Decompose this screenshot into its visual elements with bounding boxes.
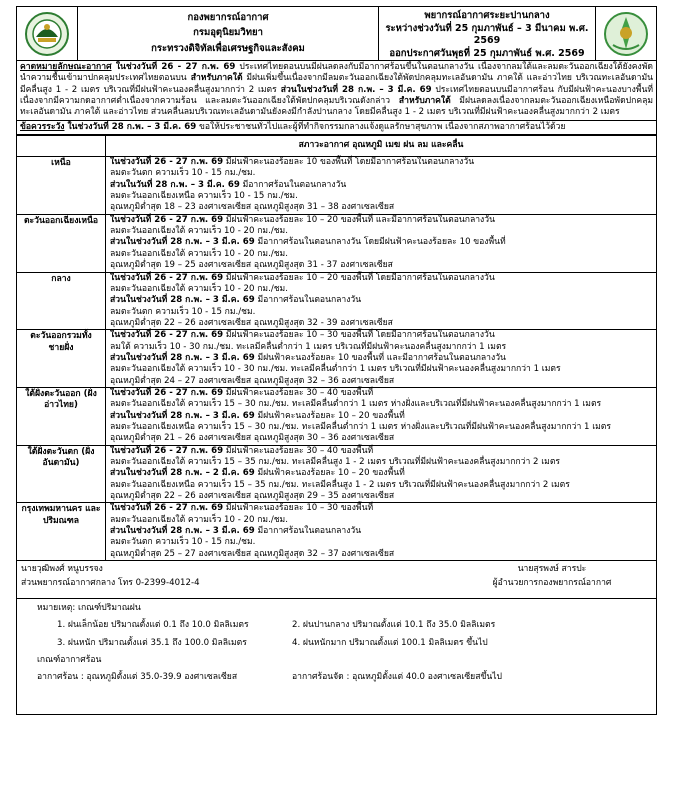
forecast-line	[110, 364, 654, 375]
forecast-text: มีฝนฟ้าคะนองร้อยละ 10 ของพื้นที่ และมีอากาศร้อนในตอนกลางวัน	[254, 352, 506, 363]
advice-label: ข้อควรระวัง	[20, 121, 65, 132]
header-forecast-info	[379, 7, 595, 60]
signature-block	[16, 561, 657, 599]
forecast-period: ส่วนในช่วงวันที่ 28 ก.พ. – 3 มี.ค. 69	[110, 295, 255, 306]
forecast-line	[110, 526, 654, 537]
table-row	[17, 445, 657, 503]
region-forecast	[106, 157, 657, 215]
forecast-text: มีฝนฟ้าคะนองร้อยละ 10 ของพื้นที่ โดยมีอากาศร้อนในตอนกลางวัน	[223, 157, 475, 168]
forecast-line	[110, 157, 654, 168]
forecast-period: ส่วนในช่วงวันที่ 28 ก.พ. – 3 มี.ค. 69	[110, 237, 255, 248]
forecast-line	[110, 446, 654, 457]
summary-text-4: มีฝนลดลงเนื่องจากลมตะวันออกเฉียงเหนือพัดปกคลุมทะเลอันดามัน ภาคใต้ และอ่าวไทย ส่วนคลื่นลมบริเวณทะเลอันดามันยังคงมีกำลังปานกลาง โดยมีคลื่นสูง 1 - 2 เมตร บริเวณที่มีฝนฟ้าคะนองคลื่นสูงมากกว่า 2 เมตร	[20, 96, 653, 118]
header-forecast-title: พยากรณ์อากาศระยะปานกลาง	[424, 10, 550, 21]
forecast-line	[110, 318, 654, 329]
forecast-line	[110, 353, 654, 364]
forecast-text: อุณหภูมิต่ำสุด 21 – 26 องศาเซลเซียส อุณหภูมิสูงสุด 30 – 36 องศาเซลเซียส	[110, 433, 395, 444]
table-row	[17, 387, 657, 445]
rain-criteria-title: หมายเหตุ: เกณฑ์ปริมาณฝน	[37, 603, 141, 614]
forecast-period: ในช่วงวันที่ 26 - 27 ก.พ. 69	[110, 387, 224, 398]
hot-criteria-1: อากาศร้อน : อุณหภูมิตั้งแต่ 35.0-39.9 องศาเซลเซียส	[37, 672, 238, 683]
forecast-line	[110, 515, 654, 526]
ministry-logo	[595, 7, 656, 60]
forecast-line	[110, 191, 654, 202]
forecast-line	[110, 202, 654, 213]
header-agency-line3: กระทรวงดิจิทัลเพื่อเศรษฐกิจและสังคม	[151, 42, 305, 54]
summary-south-2: สำหรับภาคใต้	[390, 96, 451, 107]
forecast-text: ลมตะวันตก ความเร็ว 10 - 15 กม./ชม.	[110, 306, 256, 317]
table-row	[17, 214, 657, 272]
hot-criteria-row	[37, 672, 652, 683]
rain-criteria-row-1	[37, 620, 652, 631]
forecast-line	[110, 342, 654, 353]
forecast-line	[110, 168, 654, 179]
advice-period: ในช่วงวันที่ 28 ก.พ. – 3 มี.ค. 69	[64, 121, 197, 132]
header-agency	[78, 7, 379, 60]
forecast-text: มีฝนฟ้าคะนองร้อยละ 10 – 30 ของพื้นที่ โดยมีอากาศร้อนในตอนกลางวัน	[223, 330, 495, 341]
forecast-line	[110, 422, 654, 433]
region-forecast	[106, 445, 657, 503]
table-row	[17, 330, 657, 388]
header-agency-line2: กรมอุตุนิยมวิทยา	[193, 27, 263, 39]
region-name: เหนือ	[17, 157, 106, 215]
forecast-text: ลมตะวันออกเฉียงใต้ ความเร็ว 15 – 35 กม./ชม. ทะเลมีคลื่นสูง 1 - 2 เมตร บริเวณที่มีฝนฟ้าคะนองคลื่นสูงมากกว่า 2 เมตร	[110, 457, 561, 467]
forecast-text: อุณหภูมิต่ำสุด 22 – 26 องศาเซลเซียส อุณหภูมิสูงสุด 29 – 35 องศาเซลเซียส	[110, 491, 395, 502]
notes-block	[16, 599, 657, 715]
forecast-text: มีฝนฟ้าคะนองร้อยละ 30 – 40 ของพื้นที่	[223, 387, 374, 398]
forecast-line	[110, 480, 654, 491]
forecast-text: ลมตะวันออกเฉียงใต้ ความเร็ว 10 - 20 กม./ชม.	[110, 514, 288, 525]
forecast-text: ลมตะวันออกเฉียงใต้ ความเร็ว 10 - 20 กม./ชม.	[110, 283, 288, 294]
forecast-text: ลมตะวันตก ความเร็ว 10 - 15 กม./ชม.	[110, 537, 256, 548]
forecast-line	[110, 411, 654, 422]
forecast-line	[110, 491, 654, 502]
summary-label: คาดหมายลักษณะอากาศ	[20, 62, 112, 72]
forecast-line	[110, 260, 654, 271]
forecast-text: มีอากาศร้อนในตอนกลางวัน	[254, 295, 362, 306]
forecast-text: มีฝนฟ้าคะนองร้อยละ 30 – 40 ของพื้นที่	[223, 445, 374, 456]
signature-left	[21, 563, 200, 596]
advice-text: ขอให้ประชาชนทั่วไปและผู้ที่ทำกิจกรรมกลางแจ้งดูแลรักษาสุขภาพ เนื่องจากสภาพอากาศร้อนไว้ด้วย	[196, 121, 566, 132]
region-forecast	[106, 503, 657, 561]
region-name: กรุงเทพมหานคร และปริมณฑล	[17, 503, 106, 561]
forecast-line	[110, 468, 654, 479]
forecast-line	[110, 180, 654, 191]
forecast-line	[110, 307, 654, 318]
summary-text-2: มีฝนเพิ่มขึ้นเนื่องจากมีลมตะวันออกเฉียงใต้พัดปกคลุมทะเลอันดามัน ภาคใต้ และอ่าวไทย บริเวณทะเลอันดามันมีคลื่นสูง 1 - 2 เมตร บริเวณที่มีฝนฟ้าคะนองคลื่นสูงมากกว่า 2 เมตร	[20, 73, 653, 95]
forecast-line	[110, 330, 654, 341]
rain-criteria-2: 2. ฝนปานกลาง ปริมาณตั้งแต่ 10.1 ถึง 35.0 มิลลิเมตร	[292, 620, 496, 631]
ministry-logo-icon	[603, 11, 649, 57]
region-forecast	[106, 214, 657, 272]
forecast-line	[110, 503, 654, 514]
forecast-text: ลมตะวันตก ความเร็ว 10 - 15 กม./ชม.	[110, 168, 256, 179]
director-name: นายสุรพงษ์ สารปะ	[517, 564, 587, 575]
forecast-text: มีอากาศร้อนในตอนกลางวัน	[239, 179, 347, 190]
forecast-line	[110, 226, 654, 237]
hot-criteria-2: อากาศร้อนจัด : อุณหภูมิตั้งแต่ 40.0 องศาเซลเซียสขึ้นไป	[292, 672, 502, 683]
table-header-conditions: สภาวะอากาศ อุณหภูมิ เมฆ ฝน ลม และคลื่น	[106, 136, 657, 157]
forecaster-dept: ส่วนพยากรณ์อากาศกลาง โทร 0-2399-4012-4	[21, 577, 200, 588]
forecast-text: มีฝนฟ้าคะนองร้อยละ 10 – 20 ของพื้นที่ โดยมีอากาศร้อนในตอนกลางวัน	[223, 272, 495, 283]
forecast-text: อุณหภูมิต่ำสุด 22 – 26 องศาเซลเซียส อุณหภูมิสูงสุด 32 - 39 องศาเซลเซียส	[110, 317, 393, 328]
summary-text-1: ประเทศไทยตอนบนมีฝนลดลงกับมีอากาศร้อนขึ้นในตอนกลางวัน เนื่องจากลมใต้และลมตะวันออกเฉียงใต้ยังคงพัดนำความชื้นเข้ามาปกคลุมประเทศไทยตอนบน	[20, 62, 653, 84]
forecast-text: ลมตะวันออกเฉียงใต้ ความเร็ว 15 – 30 กม./ชม. ทะเลมีคลื่นต่ำกว่า 1 เมตร ห่างฝั่งและบริเวณที่มีฝนฟ้าคะนองคลื่นสูงมากกว่า 1 เมตร	[110, 399, 602, 410]
forecast-period: ในช่วงวันที่ 26 - 27 ก.พ. 69	[110, 272, 224, 283]
region-forecast	[106, 272, 657, 330]
regional-forecast-table	[16, 135, 657, 561]
forecast-line	[110, 537, 654, 548]
header-forecast-period: ระหว่างช่วงวันที่ 25 กุมภาพันธ์ – 3 มีนาคม พ.ศ. 2569	[385, 22, 589, 47]
forecast-text: อุณหภูมิต่ำสุด 25 – 27 องศาเซลเซียส อุณหภูมิสูงสุด 32 – 37 องศาเซลเซียส	[110, 548, 395, 559]
header-issued-date: ออกประกาศวันพุธที่ 25 กุมภาพันธ์ พ.ศ. 2569	[389, 47, 585, 59]
forecast-period: ส่วนในวันที่ 28 ก.พ. – 3 มี.ค. 69	[110, 179, 240, 190]
forecast-line	[110, 273, 654, 284]
header	[16, 6, 657, 61]
forecast-period: ส่วนในช่วงวันที่ 28 ก.พ. – 3 มี.ค. 69	[110, 526, 255, 537]
forecast-text: ลมตะวันออกเฉียงใต้ ความเร็ว 10 - 30 กม./ชม. ทะเลมีคลื่นต่ำกว่า 1 เมตร บริเวณที่มีฝนฟ้าคะนองคลื่นสูงมากกว่า 1 เมตร	[110, 364, 561, 375]
region-name: ตะวันออกเฉียงเหนือ	[17, 214, 106, 272]
forecast-text: ลมตะวันออกเฉียงใต้ ความเร็ว 10 - 20 กม./ชม.	[110, 226, 288, 237]
forecast-period: ในช่วงวันที่ 26 - 27 ก.พ. 69	[110, 214, 224, 225]
summary-period-1: ในช่วงวันที่ 26 - 27 ก.พ. 69	[111, 62, 236, 72]
region-rows	[17, 157, 657, 561]
region-name: ใต้ฝั่งตะวันออก (ฝั่งอ่าวไทย)	[17, 387, 106, 445]
forecaster-name: นายวุฒิพงศ์ หนูบรรจง	[21, 564, 103, 575]
tmd-logo	[17, 7, 78, 60]
forecast-line	[110, 376, 654, 387]
rain-criteria-3: 3. ฝนหนัก ปริมาณตั้งแต่ 35.1 ถึง 100.0 มิลลิเมตร	[57, 637, 247, 648]
forecast-text: ลมตะวันออกเฉียงเหนือ ความเร็ว 10 - 15 กม./ชม.	[110, 191, 298, 202]
header-agency-line1: กองพยากรณ์อากาศ	[187, 11, 269, 23]
forecast-text: มีฝนฟ้าคะนองร้อยละ 10 – 30 ของพื้นที่	[223, 503, 374, 514]
forecast-text: มีฝนฟ้าคะนองร้อยละ 10 – 20 ของพื้นที่	[254, 468, 405, 479]
forecast-text: ลมตะวันออกเฉียงเหนือ ความเร็ว 15 – 30 กม./ชม. ทะเลมีคลื่นต่ำกว่า 1 เมตร ห่างฝั่งและบริเวณที่มีฝนฟ้าคะนองคลื่นสูงมากกว่า 1 เมตร	[110, 421, 612, 432]
forecast-text: ลมตะวันออกเฉียงเหนือ ความเร็ว 15 – 35 กม./ชม. ทะเลมีคลื่นสูง 1 - 2 เมตร บริเวณที่มีฝนฟ้าคะนองคลื่นสูงมากกว่า 2 เมตร	[110, 479, 570, 490]
forecast-line	[110, 215, 654, 226]
signature-right	[452, 563, 652, 596]
summary-text-3: ประเทศไทยตอนบนมีอากาศร้อน กับมีฝนฟ้าคะนองบางพื้นที่ เนื่องจากมีความกดอากาศต่ำเนื่องจากความร้อน และลมตะวันออกเฉียงใต้พัดปกคลุมบริเวณดังกล่าว	[20, 84, 654, 107]
rain-criteria-4: 4. ฝนหนักมาก ปริมาณตั้งแต่ 100.1 มิลลิเมตร ขึ้นไป	[292, 637, 488, 648]
tmd-logo-icon	[24, 11, 70, 57]
forecast-period: ในช่วงวันที่ 26 - 27 ก.พ. 69	[110, 445, 224, 456]
forecast-text: ลมตะวันออกเฉียงใต้ ความเร็ว 10 - 20 กม./ชม.	[110, 248, 288, 259]
region-forecast	[106, 387, 657, 445]
hot-criteria-title: เกณฑ์อากาศร้อน	[37, 655, 102, 666]
forecast-line	[110, 249, 654, 260]
table-row	[17, 272, 657, 330]
forecast-line	[110, 433, 654, 444]
forecast-period: ส่วนในช่วงวันที่ 28 ก.พ. – 2 มี.ค. 69	[110, 468, 255, 479]
forecast-text: มีฝนฟ้าคะนองร้อยละ 10 – 20 ของพื้นที่	[254, 410, 405, 421]
table-header-row	[17, 136, 657, 157]
region-name: ใต้ฝั่งตะวันตก (ฝั่งอันดามัน)	[17, 445, 106, 503]
forecast-line	[110, 399, 654, 410]
summary-period-2: ส่วนในช่วงวันที่ 28 ก.พ. – 3 มี.ค. 69	[276, 84, 432, 95]
summary-box	[16, 61, 657, 121]
forecast-period: ในช่วงวันที่ 26 - 27 ก.พ. 69	[110, 503, 224, 514]
forecast-text: ลมใต้ ความเร็ว 10 - 30 กม./ชม. ทะเลมีคลื่นต่ำกว่า 1 เมตร บริเวณที่มีฝนฟ้าคะนองคลื่นสูงมากกว่า 1 เมตร	[110, 341, 507, 352]
region-forecast	[106, 330, 657, 388]
forecast-line	[110, 284, 654, 295]
forecast-text: อุณหภูมิต่ำสุด 18 – 23 องศาเซลเซียส อุณหภูมิสูงสุด 31 – 38 องศาเซลเซียส	[110, 202, 395, 213]
director-title: ผู้อำนวยการกองพยากรณ์อากาศ	[492, 577, 612, 588]
forecast-text: มีอากาศร้อนในตอนกลางวัน	[254, 526, 362, 537]
forecast-line	[110, 549, 654, 560]
rain-criteria-1: 1. ฝนเล็กน้อย ปริมาณตั้งแต่ 0.1 ถึง 10.0 มิลลิเมตร	[57, 620, 249, 631]
forecast-period: ส่วนในช่วงวันที่ 28 ก.พ. – 3 มี.ค. 69	[110, 410, 255, 421]
forecast-period: ในช่วงวันที่ 26 - 27 ก.พ. 69	[110, 330, 224, 341]
forecast-period: ส่วนในช่วงวันที่ 28 ก.พ. – 3 มี.ค. 69	[110, 352, 255, 363]
forecast-text: มีอากาศร้อนในตอนกลางวัน โดยมีฝนฟ้าคะนองร้อยละ 10 ของพื้นที่	[254, 237, 506, 248]
rain-criteria-row-2	[37, 638, 652, 649]
advice-box	[16, 121, 657, 135]
forecast-line	[110, 457, 654, 468]
forecast-line	[110, 237, 654, 248]
forecast-line	[110, 388, 654, 399]
forecast-text: อุณหภูมิต่ำสุด 19 – 25 องศาเซลเซียส อุณหภูมิสูงสุด 31 - 37 องศาเซลเซียส	[110, 260, 393, 271]
forecast-text: อุณหภูมิต่ำสุด 24 – 27 องศาเซลเซียส อุณหภูมิสูงสุด 32 – 36 องศาเซลเซียส	[110, 375, 395, 386]
region-name: ตะวันออกรวมทั้งชายฝั่ง	[17, 330, 106, 388]
forecast-line	[110, 295, 654, 306]
table-header-region	[17, 136, 106, 157]
summary-south-1: สำหรับภาคใต้	[186, 73, 243, 84]
forecast-text: มีฝนฟ้าคะนองร้อยละ 10 – 20 ของพื้นที่ และมีอากาศร้อนในตอนกลางวัน	[223, 214, 495, 225]
table-row	[17, 157, 657, 215]
table-row	[17, 503, 657, 561]
region-name: กลาง	[17, 272, 106, 330]
forecast-period: ในช่วงวันที่ 26 - 27 ก.พ. 69	[110, 157, 224, 168]
